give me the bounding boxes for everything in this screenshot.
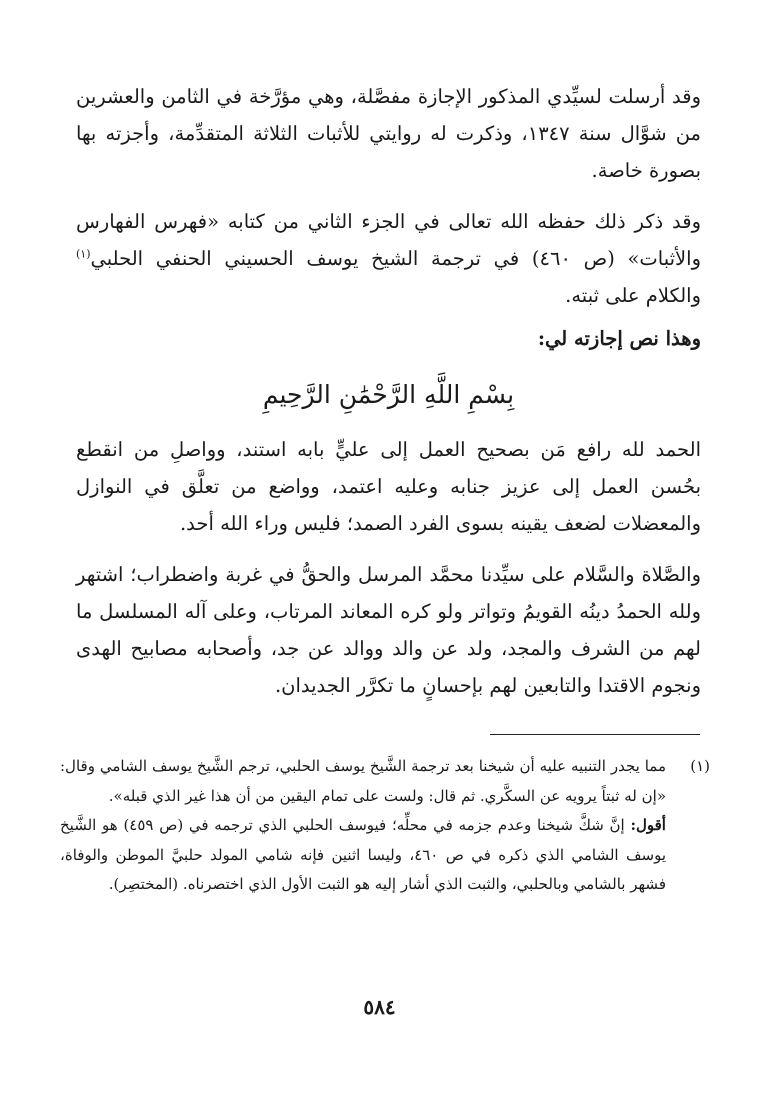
page-number: ٥٨٤ bbox=[363, 995, 396, 1019]
footnotes bbox=[60, 752, 710, 900]
footnote-comment-text: إنَّ شكَّ شيخنا وعدم جزمه في محلِّه؛ فيوسف الحلبي الذي ترجمه في (ص ٤٥٩) هو الشَّيخ يوسف الشامي الذي ذكره في ص ٤٦٠، وليسا اثنين فإنه شامي المولد حلبيَّ الموطن والوفاة، فشهر بالشامي وبالحلبي، والثبت الذي أشار إليه هو الثبت الأول الذي اختصرناه. (المختصِر). bbox=[60, 816, 666, 893]
footnote-reference: (١) bbox=[76, 247, 91, 261]
footnote-divider bbox=[490, 734, 700, 735]
paragraph-2-tail: والكلام على ثبته. bbox=[565, 284, 701, 307]
footnote-number: (١) bbox=[690, 757, 710, 775]
basmala: بِسْمِ اللَّهِ الرَّحْمَٰنِ الرَّحِيمِ bbox=[262, 380, 515, 409]
paragraph-2-text: وقد ذكر ذلك حفظه الله تعالى في الجزء الثاني من كتابه «فهرس الفهارس والأثبات» (ص ٤٦٠) في ترجمة الشيخ يوسف الحسيني الحنفي الحلبي bbox=[76, 210, 701, 270]
footnote-comment-label: أقول: bbox=[630, 816, 666, 834]
paragraph-2 bbox=[76, 203, 701, 314]
paragraph-3: الحمد لله رافع مَن بصحيح العمل إلى عليٍّ بابه استند، وواصلِ من انقطع بحُسن العمل إلى عزيز جنابه وعليه اعتمد، وواضع من تعلَّق في النوازل والمعضلات لضعف يقينه بسوى الفرد الصمد؛ فليس وراء الله أحد. bbox=[76, 438, 701, 535]
paragraph-4: والصَّلاة والسَّلام على سيِّدنا محمَّد المرسل والحقُّ في غربة واضطراب؛ اشتهر ولله الحمدُ دينُه القويمُ وتواتر ولو كره المعاند المرتاب، وعلى آله المسلسل ما لهم من الشرف والمجد، ولد عن والد ووالد عن جد، وأصحابه مصابيح الهدى ونجوم الاقتدا والتابعين لهم بإحسانٍ ما تكرَّر الجديدان. bbox=[76, 563, 701, 697]
footnote-1 bbox=[60, 752, 710, 900]
footnote-comment bbox=[60, 811, 666, 900]
paragraph-1: وقد أرسلت لسيِّدي المذكور الإجازة مفصَّلة، وهي مؤرَّخة في الثامن والعشرين من شوَّال سنة ١٣٤٧، وذكرت له روايتي للأثبات الثلاثة المتقدِّمة، وأجزته بها بصورة خاصة. bbox=[76, 85, 701, 182]
main-text bbox=[76, 78, 701, 704]
footnote-text: مما يجدر التنبيه عليه أن شيخنا بعد ترجمة الشَّيخ يوسف الحلبي، ترجم الشَّيخ يوسف الشامي وقال: «إن له ثبتاً يرويه عن السكَّري. ثم قال: ولست على تمام اليقين من أن هذا غير الذي قبله». bbox=[60, 757, 666, 805]
footnote-body bbox=[60, 752, 666, 900]
section-heading: وهذا نص إجازته لي: bbox=[537, 327, 701, 350]
